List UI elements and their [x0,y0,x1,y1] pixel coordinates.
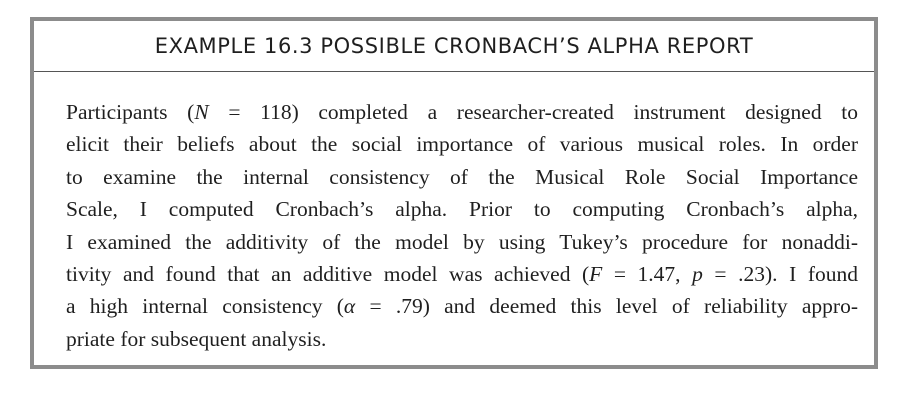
body-line: elicit their beliefs about the social importance of various musical roles. In order [66,132,858,157]
body-line: I examined the additivity of the model by using Tukey’s procedure for nonaddi- [66,229,858,254]
body-line: a high internal consistency (α = .79) and deemed this level of reliability appro- [66,294,858,319]
example-body [66,96,858,355]
body-line: tivity and found that an additive model was achieved (F = 1.47, p = .23). I found [66,261,858,286]
example-box [30,17,878,369]
body-line: to examine the internal consistency of the Musical Role Social Importance [66,164,858,189]
body-line: priate for subsequent analysis. [66,326,327,351]
example-title: EXAMPLE 16.3 POSSIBLE CRONBACH’S ALPHA REPORT [154,34,754,58]
body-line: Scale, I computed Cronbach’s alpha. Prior to computing Cronbach’s alpha, [66,197,858,222]
body-line: Participants (N = 118) completed a researcher-created instrument designed to [66,100,858,124]
example-header [34,21,874,72]
